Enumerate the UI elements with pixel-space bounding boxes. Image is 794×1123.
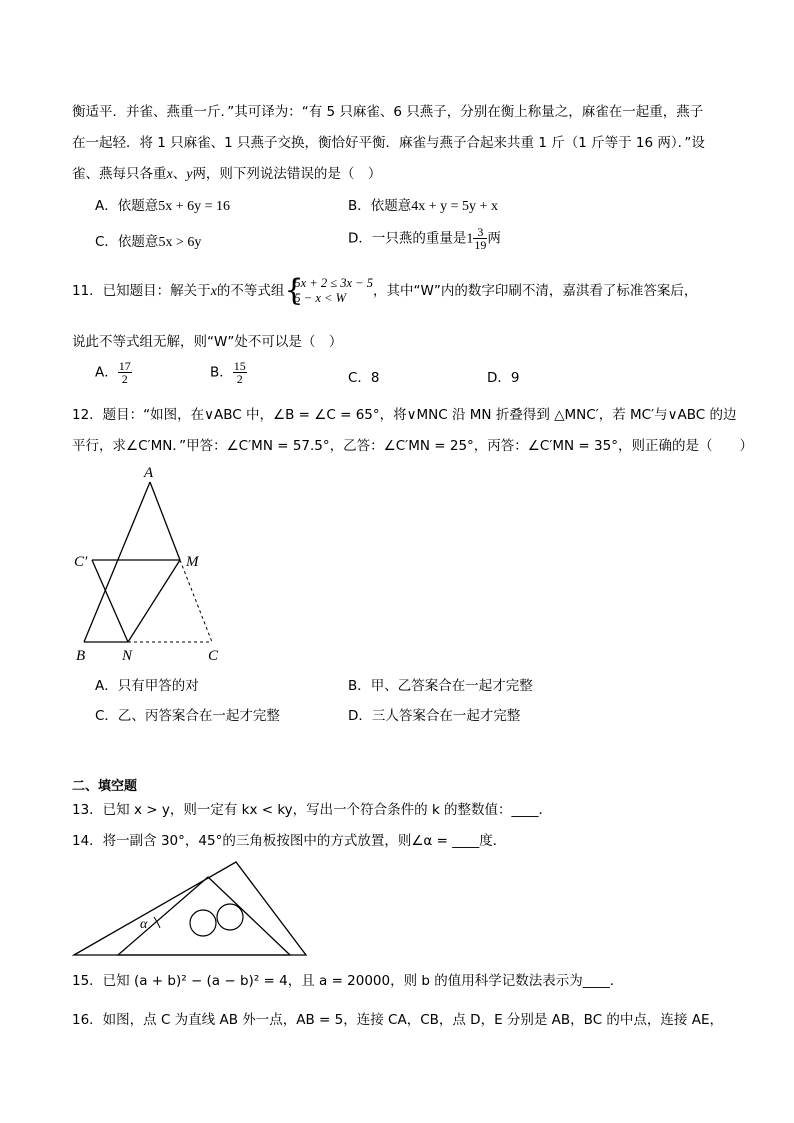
- q11-option-b[interactable]: B． $\frac{15}{2}$: [210, 359, 246, 386]
- q11-inequality-system: { 5x + 2 ≤ 3x − 5 5 − x < W: [284, 273, 373, 308]
- segment-nc-prime: [92, 560, 128, 642]
- q14-text: 14．将一副含 30°，45°的三角板按图中的方式放置，则∠α = ____度．: [72, 833, 507, 849]
- q12-text-line1: 12．题目：“如图，在∨ABC 中，∠B = ∠C = 65°，将∨MNC 沿 MN 折叠得到 △MNC′，若 MC′与∨ABC 的边: [72, 407, 737, 423]
- q12-option-c[interactable]: C．乙、丙答案合在一起才完整: [95, 708, 280, 724]
- q12-option-a[interactable]: A．只有甲答的对: [95, 678, 199, 694]
- circle-hole-left: [190, 910, 216, 936]
- q10-option-c[interactable]: C．依题意5x > 6y: [95, 234, 202, 250]
- q10-option-a[interactable]: A．依题意5x + 6y = 16: [95, 198, 231, 214]
- q10-option-b[interactable]: B．依题意4x + y = 5y + x: [348, 198, 498, 214]
- label-m: M: [186, 554, 199, 570]
- q10-option-d[interactable]: D．一只燕的重量是1 $\frac{3}{19}$ 两: [348, 225, 501, 252]
- segment-mc-dashed: [180, 560, 212, 642]
- q11-option-a[interactable]: A． $\frac{17}{2}$: [95, 359, 131, 386]
- q11-option-d[interactable]: D．9: [487, 370, 520, 386]
- label-a: A: [144, 465, 154, 481]
- q12-triangle-figure: [70, 460, 230, 670]
- angle-alpha-label: α: [140, 917, 148, 932]
- q10-option-d-fraction: $\frac{3}{19}$: [474, 225, 487, 252]
- section-title-fill-in: 二、填空题: [72, 779, 138, 794]
- q11-text-line2: 说此不等式组无解，则“W”处不可以是（ ）: [72, 334, 343, 350]
- q12-text-line2: 平行，求∠C′MN．”甲答：∠C′MN = 57.5°，乙答：∠C′MN = 25°，丙答：∠C′MN = 35°，则正确的是（ ）: [72, 438, 753, 454]
- label-c: C: [208, 648, 219, 664]
- q12-option-b[interactable]: B．甲、乙答案合在一起才完整: [348, 678, 533, 694]
- circle-hole-right: [217, 904, 243, 930]
- brace-icon: {: [284, 273, 304, 308]
- q10-text-line3: 雀、燕每只各重x、y两，则下列说法错误的是（ ）: [72, 166, 382, 182]
- segment-am: [150, 482, 180, 560]
- q15-text: 15．已知 (a + b)² − (a − b)² = 4，且 a = 20000，则 b 的值用科学记数法表示为____．: [72, 973, 624, 989]
- label-b: B: [76, 648, 86, 664]
- q13-text: 13．已知 x > y，则一定有 kx < ky，写出一个符合条件的 k 的整数值：____．: [72, 802, 553, 818]
- q14-set-squares-figure: [70, 855, 315, 960]
- set-square-30: [74, 862, 306, 955]
- q10-text-line2: 在一起轻．将 1 只麻雀、1 只燕子交换，衡恰好平衡．麻雀与燕子合起来共重 1 斤（1 斤等于 16 两）．”设: [72, 135, 705, 151]
- segment-mn: [128, 560, 180, 642]
- q16-text: 16．如图，点 C 为直线 AB 外一点，AB = 5，连接 CA，CB，点 D，E 分别是 AB，BC 的中点，连接 AE，: [72, 1012, 723, 1028]
- q10-text-line1: 衡适平．并雀、燕重一斤．”其可译为：“有 5 只麻雀、6 只燕子，分别在衡上称量之，麻雀在一起重，燕子: [72, 104, 704, 120]
- label-c-prime: C′: [74, 554, 88, 570]
- q12-option-d[interactable]: D．三人答案合在一起才完整: [348, 708, 521, 724]
- label-n: N: [122, 648, 133, 664]
- q11-option-c[interactable]: C．8: [348, 370, 380, 386]
- set-square-45: [118, 877, 290, 955]
- q11-text-line1: 11．已知题目：解关于x的不等式组 { 5x + 2 ≤ 3x − 5 5 − x < W ，其中“W”内的数字印刷不清，嘉淇看了标准答案后，: [72, 273, 698, 308]
